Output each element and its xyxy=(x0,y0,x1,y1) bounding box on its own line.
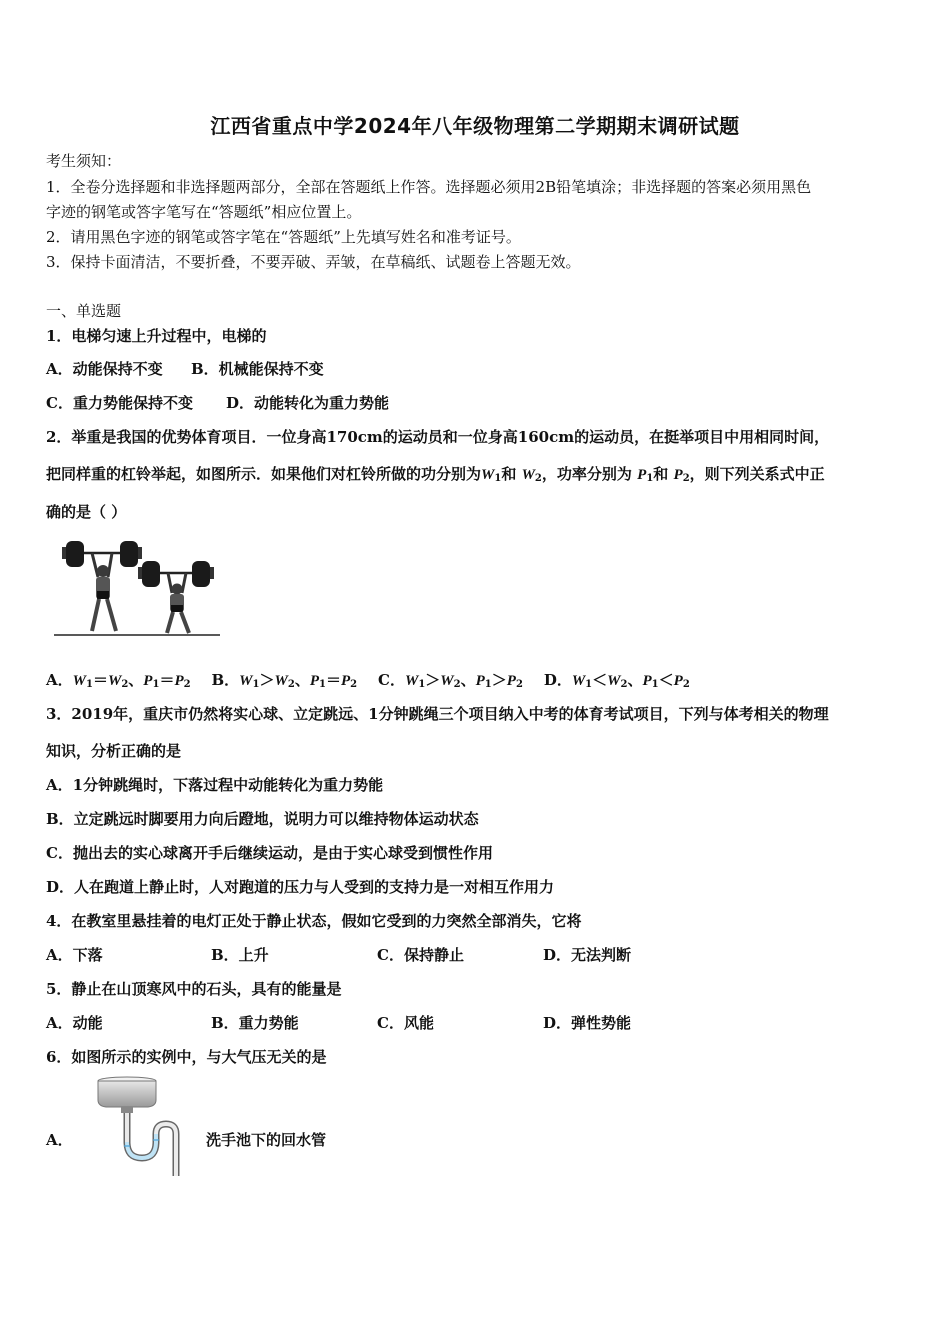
q5-option-d: D．弹性势能 xyxy=(543,1014,632,1032)
var-w: W xyxy=(239,673,253,689)
q2-text-c: ，则下列关系式中正 xyxy=(689,465,825,483)
sub-2: 2 xyxy=(682,473,690,484)
notice-item-2: 2．请用黑色字迹的钢笔或答字笔在“答题纸”上先填写姓名和准考证号。 xyxy=(46,228,521,246)
q3-line-1: 3．2019年，重庆市仍然将实心球、立定跳远、1分钟跳绳三个项目纳入中考的体育考试项目，下列与体考相关的物理 xyxy=(46,705,829,723)
eq-sign: ＝ xyxy=(325,671,341,689)
var-p: P xyxy=(637,467,647,483)
q2-text-b: ，功率分别为 xyxy=(541,465,632,483)
q2-line-3: 确的是（ ） xyxy=(46,503,127,521)
q4-option-c: C．保持静止 xyxy=(377,946,464,964)
separator: 、 xyxy=(128,671,144,689)
sub-1: 1 xyxy=(646,473,654,484)
q2-line-2 xyxy=(46,464,825,489)
sub-2: 2 xyxy=(121,679,129,690)
page-title: 江西省重点中学2024年八年级物理第二学期期末调研试题 xyxy=(210,114,740,138)
var-p: P xyxy=(642,673,652,689)
q6-option-a-caption: 洗手池下的回水管 xyxy=(206,1131,327,1149)
q4-option-d: D．无法判断 xyxy=(543,946,632,964)
q1-option-c: C．重力势能保持不变 xyxy=(46,394,193,412)
q5-stem: 5．静止在山顶寒风中的石头，具有的能量是 xyxy=(46,980,342,998)
gt-sign: ＞ xyxy=(425,671,441,689)
option-label: A． xyxy=(46,671,73,689)
sub-2: 2 xyxy=(453,679,461,690)
var-p: P xyxy=(506,673,516,689)
q4-option-b: B．上升 xyxy=(211,946,269,964)
q5-option-a: A．动能 xyxy=(46,1014,103,1032)
var-w: W xyxy=(72,673,86,689)
gt-sign: ＞ xyxy=(491,671,507,689)
sink-trap-figure xyxy=(96,1076,186,1178)
var-w: W xyxy=(404,673,419,689)
notice-item-3: 3．保持卡面清洁，不要折叠，不要弄破、弄皱，在草稿纸、试题卷上答题无效。 xyxy=(46,253,581,271)
separator: 、 xyxy=(294,671,310,689)
q2-option-b xyxy=(211,671,357,689)
q3-option-b: B．立定跳远时脚要用力向后蹬地，说明力可以维持物体运动状态 xyxy=(46,810,479,828)
q2-and-2: 和 xyxy=(653,465,669,483)
separator: 、 xyxy=(460,671,476,689)
var-w: W xyxy=(274,673,288,689)
sub-1: 1 xyxy=(418,679,426,690)
lt-sign: ＜ xyxy=(658,671,674,689)
sub-2: 2 xyxy=(287,679,295,690)
sub-2: 2 xyxy=(515,679,523,690)
q1-option-d: D．动能转化为重力势能 xyxy=(226,394,390,412)
q3-line-2: 知识，分析正确的是 xyxy=(46,742,182,760)
q1-option-a: A．动能保持不变 xyxy=(46,360,163,378)
weightlifters-figure xyxy=(50,535,225,640)
var-p: P xyxy=(174,673,184,689)
sub-2: 2 xyxy=(183,679,191,690)
q1-stem: 1．电梯匀速上升过程中，电梯的 xyxy=(46,327,267,345)
option-label: C． xyxy=(378,671,405,689)
q2-options xyxy=(46,670,690,695)
q2-option-d xyxy=(544,671,690,689)
sub-1: 1 xyxy=(152,679,160,690)
option-label: B． xyxy=(211,671,240,689)
q5-option-b: B．重力势能 xyxy=(211,1014,299,1032)
var-p: P xyxy=(475,673,485,689)
section-heading: 一、单选题 xyxy=(46,302,122,320)
q3-option-a: A．1分钟跳绳时，下落过程中动能转化为重力势能 xyxy=(46,776,384,794)
notice-heading: 考生须知： xyxy=(46,152,122,170)
sub-1: 1 xyxy=(252,679,260,690)
eq-sign: ＝ xyxy=(159,671,175,689)
q2-option-c xyxy=(378,671,523,689)
var-w: W xyxy=(521,467,535,483)
separator: 、 xyxy=(627,671,643,689)
sub-2: 2 xyxy=(350,679,358,690)
option-label: D． xyxy=(543,671,572,689)
notice-item-1-line-2: 字迹的钢笔或答字笔写在“答题纸”相应位置上。 xyxy=(46,203,362,221)
eq-sign: ＝ xyxy=(92,671,108,689)
var-p: P xyxy=(309,673,319,689)
q6-stem: 6．如图所示的实例中，与大气压无关的是 xyxy=(46,1048,327,1066)
notice-item-1-line-1: 1．全卷分选择题和非选择题两部分，全部在答题纸上作答。选择题必须用2B铅笔填涂；非选择题的答案必须用黑色 xyxy=(46,178,812,196)
var-p: P xyxy=(340,673,351,689)
sub-1: 1 xyxy=(484,679,492,690)
q2-text-a: 把同样重的杠铃举起，如图所示．如果他们对杠铃所做的功分别为 xyxy=(46,465,482,483)
q2-option-a xyxy=(46,671,191,689)
q3-option-d: D．人在跑道上静止时，人对跑道的压力与人受到的支持力是一对相互作用力 xyxy=(46,878,555,896)
var-p: P xyxy=(143,673,153,689)
var-w: W xyxy=(571,673,586,689)
var-w: W xyxy=(481,467,495,483)
q4-option-a: A．下落 xyxy=(46,946,103,964)
sub-2: 2 xyxy=(620,679,628,690)
gt-sign: ＞ xyxy=(259,671,275,689)
sub-1: 1 xyxy=(585,679,593,690)
var-w: W xyxy=(440,673,454,689)
q1-option-b: B．机械能保持不变 xyxy=(191,360,324,378)
sub-1: 1 xyxy=(494,473,502,484)
lt-sign: ＜ xyxy=(592,671,608,689)
q2-line-1: 2．举重是我国的优势体育项目．一位身高170cm的运动员和一位身高160cm的运动员，在挺举项目中用相同时间， xyxy=(46,428,830,446)
var-p: P xyxy=(673,673,683,689)
q2-and-1: 和 xyxy=(501,465,517,483)
var-w: W xyxy=(107,673,122,689)
q5-option-c: C．风能 xyxy=(377,1014,434,1032)
sub-1: 1 xyxy=(319,679,326,690)
q3-option-c: C．抛出去的实心球离开手后继续运动，是由于实心球受到惯性作用 xyxy=(46,844,493,862)
sub-2: 2 xyxy=(534,473,542,484)
var-w: W xyxy=(607,673,621,689)
q4-stem: 4．在教室里悬挂着的电灯正处于静止状态，假如它受到的力突然全部消失，它将 xyxy=(46,912,582,930)
var-p: P xyxy=(673,467,683,483)
q6-option-a-label: A． xyxy=(46,1131,73,1149)
sub-1: 1 xyxy=(651,679,659,690)
sub-1: 1 xyxy=(85,679,93,690)
sub-2: 2 xyxy=(682,679,690,690)
